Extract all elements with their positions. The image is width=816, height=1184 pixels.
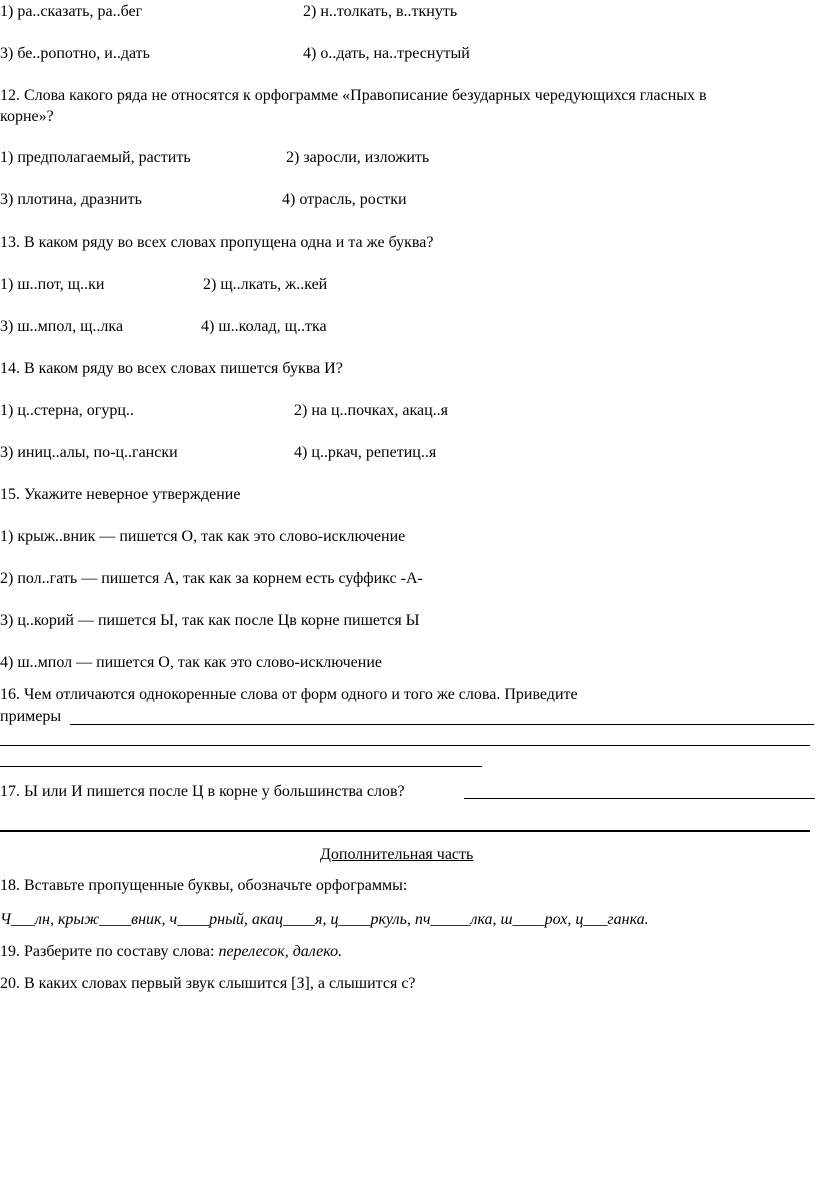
q17-question: 17. Ы или И пишется после Ц в корне у большинства слов? — [0, 783, 405, 800]
q13-option-1: 1) ш..пот, щ..ки — [0, 276, 105, 293]
q18-question: 18. Вставьте пропущенные буквы, обозначьте орфограммы: — [0, 877, 408, 894]
q11-option-3: 3) бе..ропотно, и..дать — [0, 45, 150, 62]
q13-option-2: 2) щ..лкать, ж..кей — [203, 276, 328, 293]
q14-option-1: 1) ц..стерна, огурц.. — [0, 402, 134, 419]
q15-question: 15. Укажите неверное утверждение — [0, 486, 241, 503]
q11-option-1: 1) ра..сказать, ра..бег — [0, 3, 143, 20]
section-divider — [0, 830, 810, 832]
q11-option-4: 4) о..дать, на..треснутый — [303, 45, 470, 62]
q14-option-3: 3) иниц..алы, по-ц..гански — [0, 444, 178, 461]
q12-option-1: 1) предполагаемый, растить — [0, 149, 191, 166]
q18-words: Ч___лн, крыж____вник, ч____рный, акац____я, ц____ркуль, пч_____лка, ш____рох, ц___ганка. — [0, 911, 649, 928]
q15-option-4: 4) ш..мпол — пишется О, так как это слово-исключение — [0, 654, 382, 671]
q19-words: перелесок, далеко. — [218, 943, 343, 960]
q16-question-line1: 16. Чем отличаются однокоренные слова от форм одного и того же слова. Приведите — [0, 686, 578, 703]
q16-answer-line-2[interactable] — [0, 745, 810, 746]
q12-option-2: 2) заросли, изложить — [286, 149, 430, 166]
q16-answer-line-1[interactable] — [70, 724, 814, 725]
q16-answer-line-3[interactable] — [0, 766, 482, 767]
q20-question: 20. В каких словах первый звук слышится [З], а слышится с? — [0, 975, 416, 992]
q13-question: 13. В каком ряду во всех словах пропущена одна и та же буква? — [0, 234, 434, 251]
q12-option-4: 4) отрасль, ростки — [282, 191, 407, 208]
q16-question-line2: примеры — [0, 708, 62, 725]
extra-section-heading: Дополнительная часть — [320, 846, 474, 863]
q17-answer-line[interactable] — [464, 798, 815, 799]
q14-option-4: 4) ц..ркач, репетиц..я — [294, 444, 437, 461]
q19-prefix: 19. Разберите по составу слова: — [0, 943, 219, 960]
q13-option-4: 4) ш..колад, щ..тка — [201, 318, 327, 335]
q12-question-line2: корне»? — [0, 108, 54, 125]
q12-option-3: 3) плотина, дразнить — [0, 191, 142, 208]
q13-option-3: 3) ш..мпол, щ..лка — [0, 318, 124, 335]
q12-question-line1: 12. Слова какого ряда не относятся к орфограмме «Правописание безударных чередующихся гласных в — [0, 87, 707, 104]
q11-option-2: 2) н..толкать, в..ткнуть — [303, 3, 458, 20]
q14-question: 14. В каком ряду во всех словах пишется буква И? — [0, 360, 343, 377]
q14-option-2: 2) на ц..почках, акац..я — [294, 402, 449, 419]
q15-option-3: 3) ц..корий — пишется Ы, так как после Цв корне пишется Ы — [0, 612, 420, 629]
q15-option-2: 2) пол..гать — пишется А, так как за корнем есть суффикс -А- — [0, 570, 423, 587]
q19-question — [0, 942, 342, 962]
q15-option-1: 1) крыж..вник — пишется О, так как это слово-исключение — [0, 528, 406, 545]
